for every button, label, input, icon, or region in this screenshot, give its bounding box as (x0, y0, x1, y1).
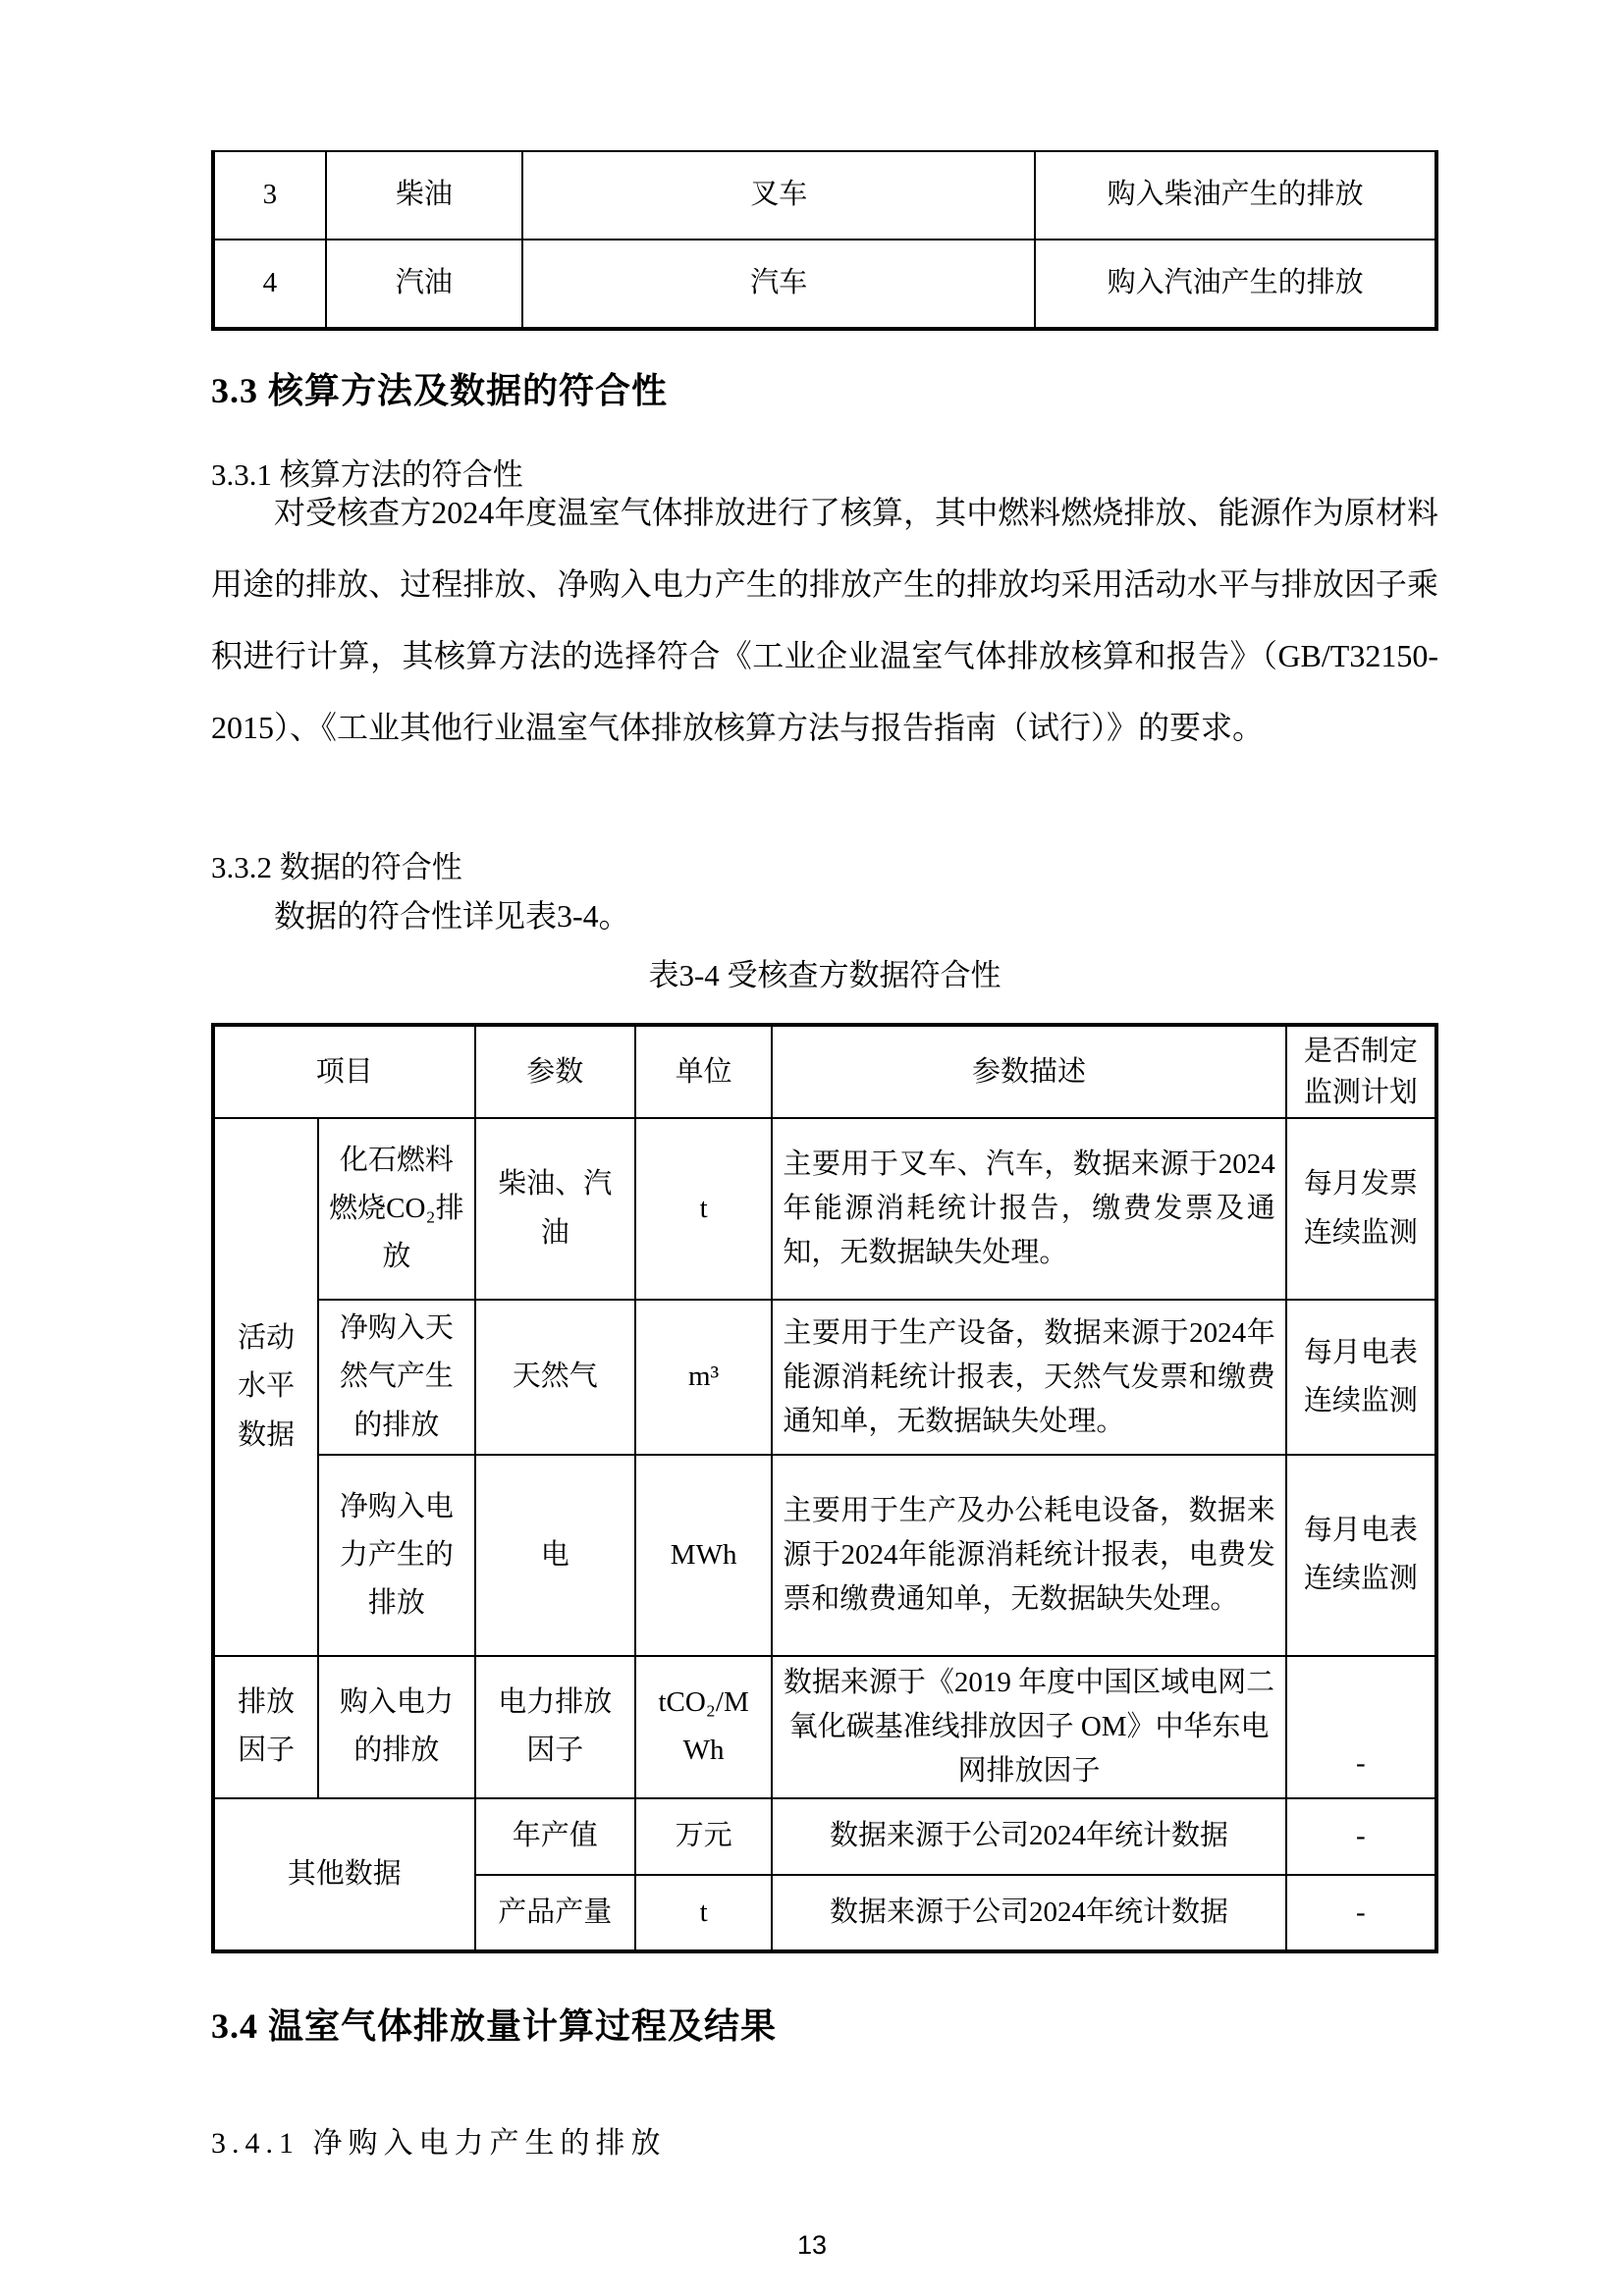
cell-unit: 万元 (635, 1798, 773, 1875)
cell-param: 柴油、汽油 (475, 1118, 635, 1300)
group-emission-factor: 排放因子 (213, 1656, 318, 1798)
cell-monitor: 每月电表连续监测 (1286, 1455, 1436, 1656)
subsection-heading-3-4-1: 3.4.1 净购入电力产生的排放 (211, 2127, 667, 2160)
paragraph-3-3-2: 数据的符合性详见表3-4。 (274, 898, 630, 934)
cell-item: 购入电力的排放 (318, 1656, 474, 1798)
cell-param: 产品产量 (475, 1875, 635, 1951)
cell-monitor: - (1286, 1798, 1436, 1875)
cell-row-number: 4 (213, 240, 326, 329)
data-conformity-table-grid (211, 1023, 1438, 1953)
cell-desc: 主要用于生产设备，数据来源于2024年能源消耗统计报表，天然气发票和缴费通知单，无数据缺失处理。 (772, 1300, 1285, 1455)
cell-item: 净购入天然气产生的排放 (318, 1300, 474, 1455)
cell-fuel-type: 汽油 (326, 240, 523, 329)
group-activity-data: 活动水平数据 (213, 1118, 318, 1656)
cell-emission-source: 购入汽油产生的排放 (1035, 240, 1436, 329)
cell-desc: 数据来源于《2019 年度中国区域电网二氧化碳基准线排放因子 OM》中华东电网排放因子 (772, 1656, 1285, 1798)
section-heading-3-3: 3.3 核算方法及数据的符合性 (211, 371, 669, 410)
cell-desc: 数据来源于公司2024年统计数据 (772, 1875, 1285, 1951)
table-row (213, 1118, 1436, 1300)
cell-item: 净购入电力产生的排放 (318, 1455, 474, 1656)
table-row (213, 151, 1436, 240)
cell-row-number: 3 (213, 151, 326, 240)
subsection-heading-3-3-1: 3.3.1 核算方法的符合性 (211, 457, 523, 492)
cell-param: 年产值 (475, 1798, 635, 1875)
table-row (213, 1798, 1436, 1875)
subsection-heading-3-3-2: 3.3.2 数据的符合性 (211, 850, 462, 884)
data-conformity-table (211, 1023, 1438, 1953)
cell-monitor: 每月发票连续监测 (1286, 1118, 1436, 1300)
cell-monitor: - (1286, 1656, 1436, 1798)
cell-param: 电力排放因子 (475, 1656, 635, 1798)
table-row (213, 240, 1436, 329)
table-3-4-caption: 表3-4 受核查方数据符合性 (648, 958, 1001, 992)
header-item: 项目 (213, 1025, 475, 1118)
header-param: 参数 (475, 1025, 635, 1118)
group-other-data: 其他数据 (213, 1798, 475, 1951)
page-number: 13 (796, 2230, 828, 2260)
fuel-emission-table-grid (211, 150, 1438, 331)
paragraph-3-3-1: 对受核查方2024年度温室气体排放进行了核算，其中燃料燃烧排放、能源作为原材料用途的排放、过程排放、净购入电力产生的排放产生的排放均采用活动水平与排放因子乘积进行计算，其核算方法的选择符合《工业企业温室气体排放核算和报告》（GB/T32150-2015）、《工业其他行业温室气体排放核算方法与报告指南（试行）》的要求。 (211, 495, 1438, 745)
cell-item: 化石燃料燃烧CO₂排放 (318, 1118, 474, 1300)
header-monitor: 是否制定监测计划 (1286, 1025, 1436, 1118)
table-row (213, 1455, 1436, 1656)
cell-device: 叉车 (522, 151, 1035, 240)
cell-param: 电 (475, 1455, 635, 1656)
cell-unit: m³ (635, 1300, 773, 1455)
table-row (213, 1300, 1436, 1455)
table-header-row (213, 1025, 1436, 1118)
cell-param: 天然气 (475, 1300, 635, 1455)
cell-monitor: - (1286, 1875, 1436, 1951)
fuel-emission-table (211, 150, 1438, 331)
cell-desc: 主要用于叉车、汽车，数据来源于2024年能源消耗统计报告，缴费发票及通知，无数据缺失处理。 (772, 1118, 1285, 1300)
table-row (213, 1656, 1436, 1798)
cell-unit: tCO₂/MWh (635, 1656, 773, 1798)
cell-emission-source: 购入柴油产生的排放 (1035, 151, 1436, 240)
cell-fuel-type: 柴油 (326, 151, 523, 240)
section-heading-3-4: 3.4 温室气体排放量计算过程及结果 (211, 2006, 778, 2046)
cell-unit: MWh (635, 1455, 773, 1656)
cell-desc: 主要用于生产及办公耗电设备，数据来源于2024年能源消耗统计报表，电费发票和缴费通知单，无数据缺失处理。 (772, 1455, 1285, 1656)
header-desc: 参数描述 (772, 1025, 1285, 1118)
cell-desc: 数据来源于公司2024年统计数据 (772, 1798, 1285, 1875)
cell-device: 汽车 (522, 240, 1035, 329)
cell-unit: t (635, 1875, 773, 1951)
cell-unit: t (635, 1118, 773, 1300)
cell-monitor: 每月电表连续监测 (1286, 1300, 1436, 1455)
header-unit: 单位 (635, 1025, 773, 1118)
